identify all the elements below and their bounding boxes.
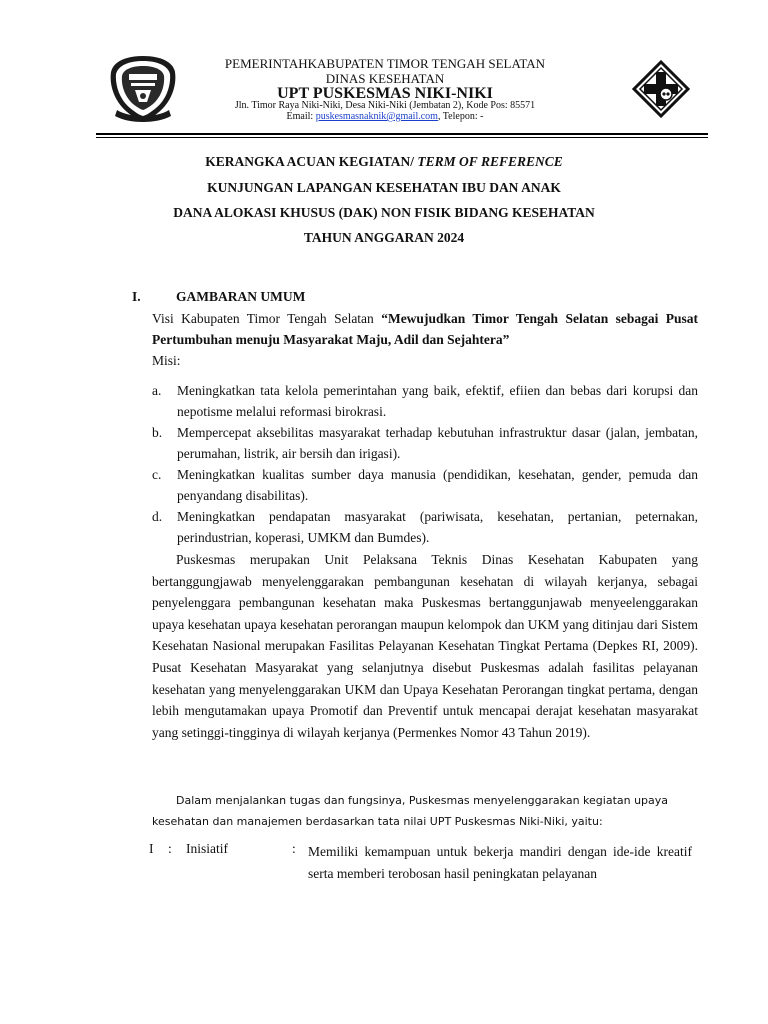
list-text: Meningkatkan kualitas sumber daya manusia (pendidikan, kesehatan, gender, pemuda dan penyandang disabilitas). — [177, 467, 698, 503]
list-marker: d. — [152, 509, 163, 524]
list-item — [152, 422, 698, 464]
list-item — [152, 506, 698, 548]
phone-text: , Telepon: - — [437, 111, 484, 122]
doc-title-tor — [60, 154, 708, 170]
value-colon: : — [168, 841, 172, 856]
puskesmas-logo-icon — [632, 60, 690, 118]
doc-title-funding: DANA ALOKASI KHUSUS (DAK) NON FISIK BIDANG KESEHATAN — [173, 205, 595, 220]
visi-statement: “Mewujudkan Timor Tengah Selatan sebagai Pusat Pertumbuhan menuju Masyarakat Maju, Adil dan Sejahtera” — [152, 311, 698, 347]
list-marker: b. — [152, 425, 163, 440]
doc-title-activity: KUNJUNGAN LAPANGAN KESEHATAN IBU DAN ANAK — [207, 180, 561, 195]
misi-label: Misi: — [152, 353, 181, 368]
doc-title-prefix: KERANGKA ACUAN KEGIATAN/ — [205, 154, 418, 169]
letterhead-contact — [150, 112, 620, 122]
letterhead-puskesmas-name: UPT PUSKESMAS NIKI-NIKI — [277, 85, 493, 102]
letterhead-address: Jln. Timor Raya Niki-Niki, Desa Niki-Niki (Jembatan 2), Kode Pos: 85571 — [234, 100, 536, 111]
values-intro-paragraph: Dalam menjalankan tugas dan fungsinya, Puskesmas menyelenggarakan kegiatan upaya kesehatan dan manajemen berdasarkan tata nilai UPT Puskesmas Niki-Niki, yaitu: — [152, 794, 669, 828]
value-colon: : — [292, 841, 296, 856]
puskesmas-paragraph: Puskesmas merupakan Unit Pelaksana Teknis Dinas Kesehatan Kabupaten yang bertanggungjawab menyelenggarakan pembangunan kesehatan di wilayah kerjanya, sebagai penyelenggara pembangunan kesehatan maka Puskesmas bertanggunjawab menyeelenggarakan upaya kesehatan upaya kesehatan perorangan maupun kelompok dan UKM yang ditinjau dari Sistem Kesehatan Nasional merupakan Fasilitas Pelayanan Kesehatan Tingkat Pertama (Depkes RI, 2009). Pusat Kesehatan Masyarakat yang selanjutnya disebut Puskesmas adalah fasilitas pelayanan kesehatan yang menyelenggarakan UKM dan Upaya Kesehatan Perorangan tingkat pertama, dengan lebih mengutamakan upaya Promotif dan Preventif untuk mencapai derajat kesehatan masyarakat yang setinggi-tingginya di wilayah kerjanya (Permenkes Nomor 43 Tahun 2019). — [152, 552, 698, 740]
list-text: Meningkatkan tata kelola pemerintahan yang baik, efektif, efiien dan bebas dari korupsi dan nepotisme melalui reformasi birokrasi. — [177, 383, 698, 419]
list-marker: c. — [152, 467, 162, 482]
section-title: GAMBARAN UMUM — [176, 289, 306, 304]
letterhead-department: DINAS KESEHATAN — [325, 71, 445, 86]
letterhead-government: PEMERINTAHKABUPATEN TIMOR TENGAH SELATAN — [224, 56, 546, 71]
visi-paragraph — [152, 308, 698, 350]
list-item — [152, 464, 698, 506]
section-number: I. — [132, 289, 141, 304]
letterhead-rule-thick — [96, 133, 708, 135]
doc-title-italic: TERM OF REFERENCE — [417, 154, 563, 169]
list-item — [152, 380, 698, 422]
list-text: Meningkatkan pendapatan masyarakat (pariwisata, kesehatan, pertanian, peternakan, perindustrian, koperasi, UMKM dan Bumdes). — [177, 509, 698, 545]
visi-prefix: Visi Kabupaten Timor Tengah Selatan — [152, 311, 382, 326]
email-label: Email: — [286, 111, 316, 122]
doc-title-year: TAHUN ANGGARAN 2024 — [303, 230, 465, 245]
value-letter: I — [149, 841, 154, 856]
email-link[interactable]: puskesmasnaknik@gmail.com — [315, 111, 438, 122]
value-name: Inisiatif — [186, 841, 228, 856]
letterhead-rule-thin — [96, 137, 708, 138]
list-marker: a. — [152, 383, 162, 398]
value-description: Memiliki kemampuan untuk bekerja mandiri dengan ide-ide kreatif serta memberi terobosan hasil peningkatan pelayanan — [308, 844, 692, 881]
list-text: Mempercepat aksebilitas masyarakat terhadap kebutuhan infrastruktur dasar (jalan, jembatan, perumahan, listrik, air bersih dan irigasi). — [177, 425, 698, 461]
